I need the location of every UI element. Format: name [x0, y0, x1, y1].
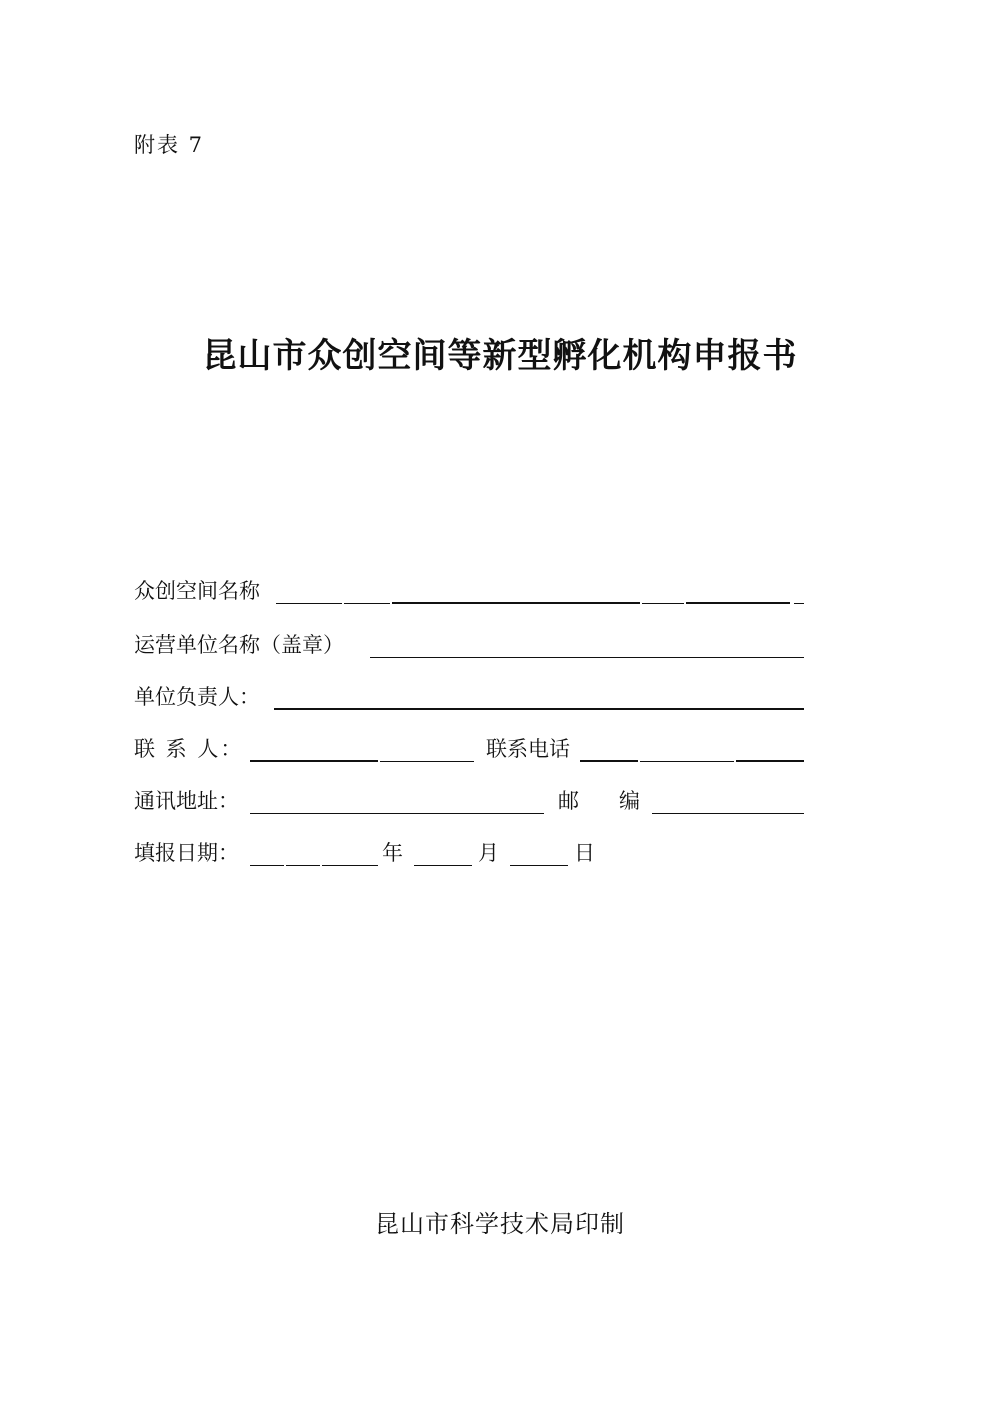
contact-phone-label: 联系电话: [486, 737, 570, 761]
year-underline-1[interactable]: [250, 865, 284, 866]
space-name-row: [134, 576, 804, 606]
contact-phone-underline-3[interactable]: [736, 760, 804, 762]
contact-person-underline-1[interactable]: [250, 760, 378, 762]
space-name-underline-2[interactable]: [344, 603, 390, 604]
space-name-underline-5[interactable]: [686, 602, 790, 604]
contact-person-underline-2[interactable]: [380, 761, 474, 762]
day-underline[interactable]: [510, 865, 568, 866]
footer-issuer: 昆山市科学技术局印制: [375, 1210, 625, 1238]
year-label: 年: [382, 841, 403, 865]
fill-date-label: 填报日期：: [134, 841, 239, 865]
address-underline[interactable]: [250, 813, 544, 814]
day-label: 日: [574, 841, 595, 865]
operator-name-label: 运营单位名称（盖章）: [134, 633, 344, 657]
space-name-label: 众创空间名称: [134, 579, 260, 603]
unit-head-label: 单位负责人：: [134, 685, 260, 709]
contact-row: [134, 734, 804, 764]
postcode-underline[interactable]: [652, 813, 804, 814]
fill-date-row: [134, 838, 804, 868]
space-name-underline-3[interactable]: [392, 602, 640, 604]
unit-head-underline[interactable]: [274, 708, 804, 710]
address-row: [134, 786, 804, 816]
operator-name-underline[interactable]: [370, 657, 804, 658]
space-name-underline-4[interactable]: [642, 603, 684, 604]
month-underline[interactable]: [414, 865, 472, 866]
contact-phone-underline-2[interactable]: [640, 761, 734, 762]
contact-person-label: 联 系 人：: [134, 737, 244, 761]
unit-head-row: [134, 682, 804, 712]
space-name-underline-1[interactable]: [276, 603, 342, 604]
appendix-label: 附表 7: [134, 133, 205, 157]
year-underline-2[interactable]: [286, 865, 320, 866]
year-underline-3[interactable]: [322, 865, 378, 866]
document-title: 昆山市众创空间等新型孵化机构申报书: [202, 336, 798, 376]
address-label: 通讯地址：: [134, 789, 239, 813]
month-label: 月: [478, 841, 499, 865]
contact-phone-underline-1[interactable]: [580, 760, 638, 762]
operator-name-row: [134, 630, 804, 660]
postcode-label: 邮 编: [558, 789, 641, 813]
space-name-underline-6[interactable]: [794, 603, 804, 604]
